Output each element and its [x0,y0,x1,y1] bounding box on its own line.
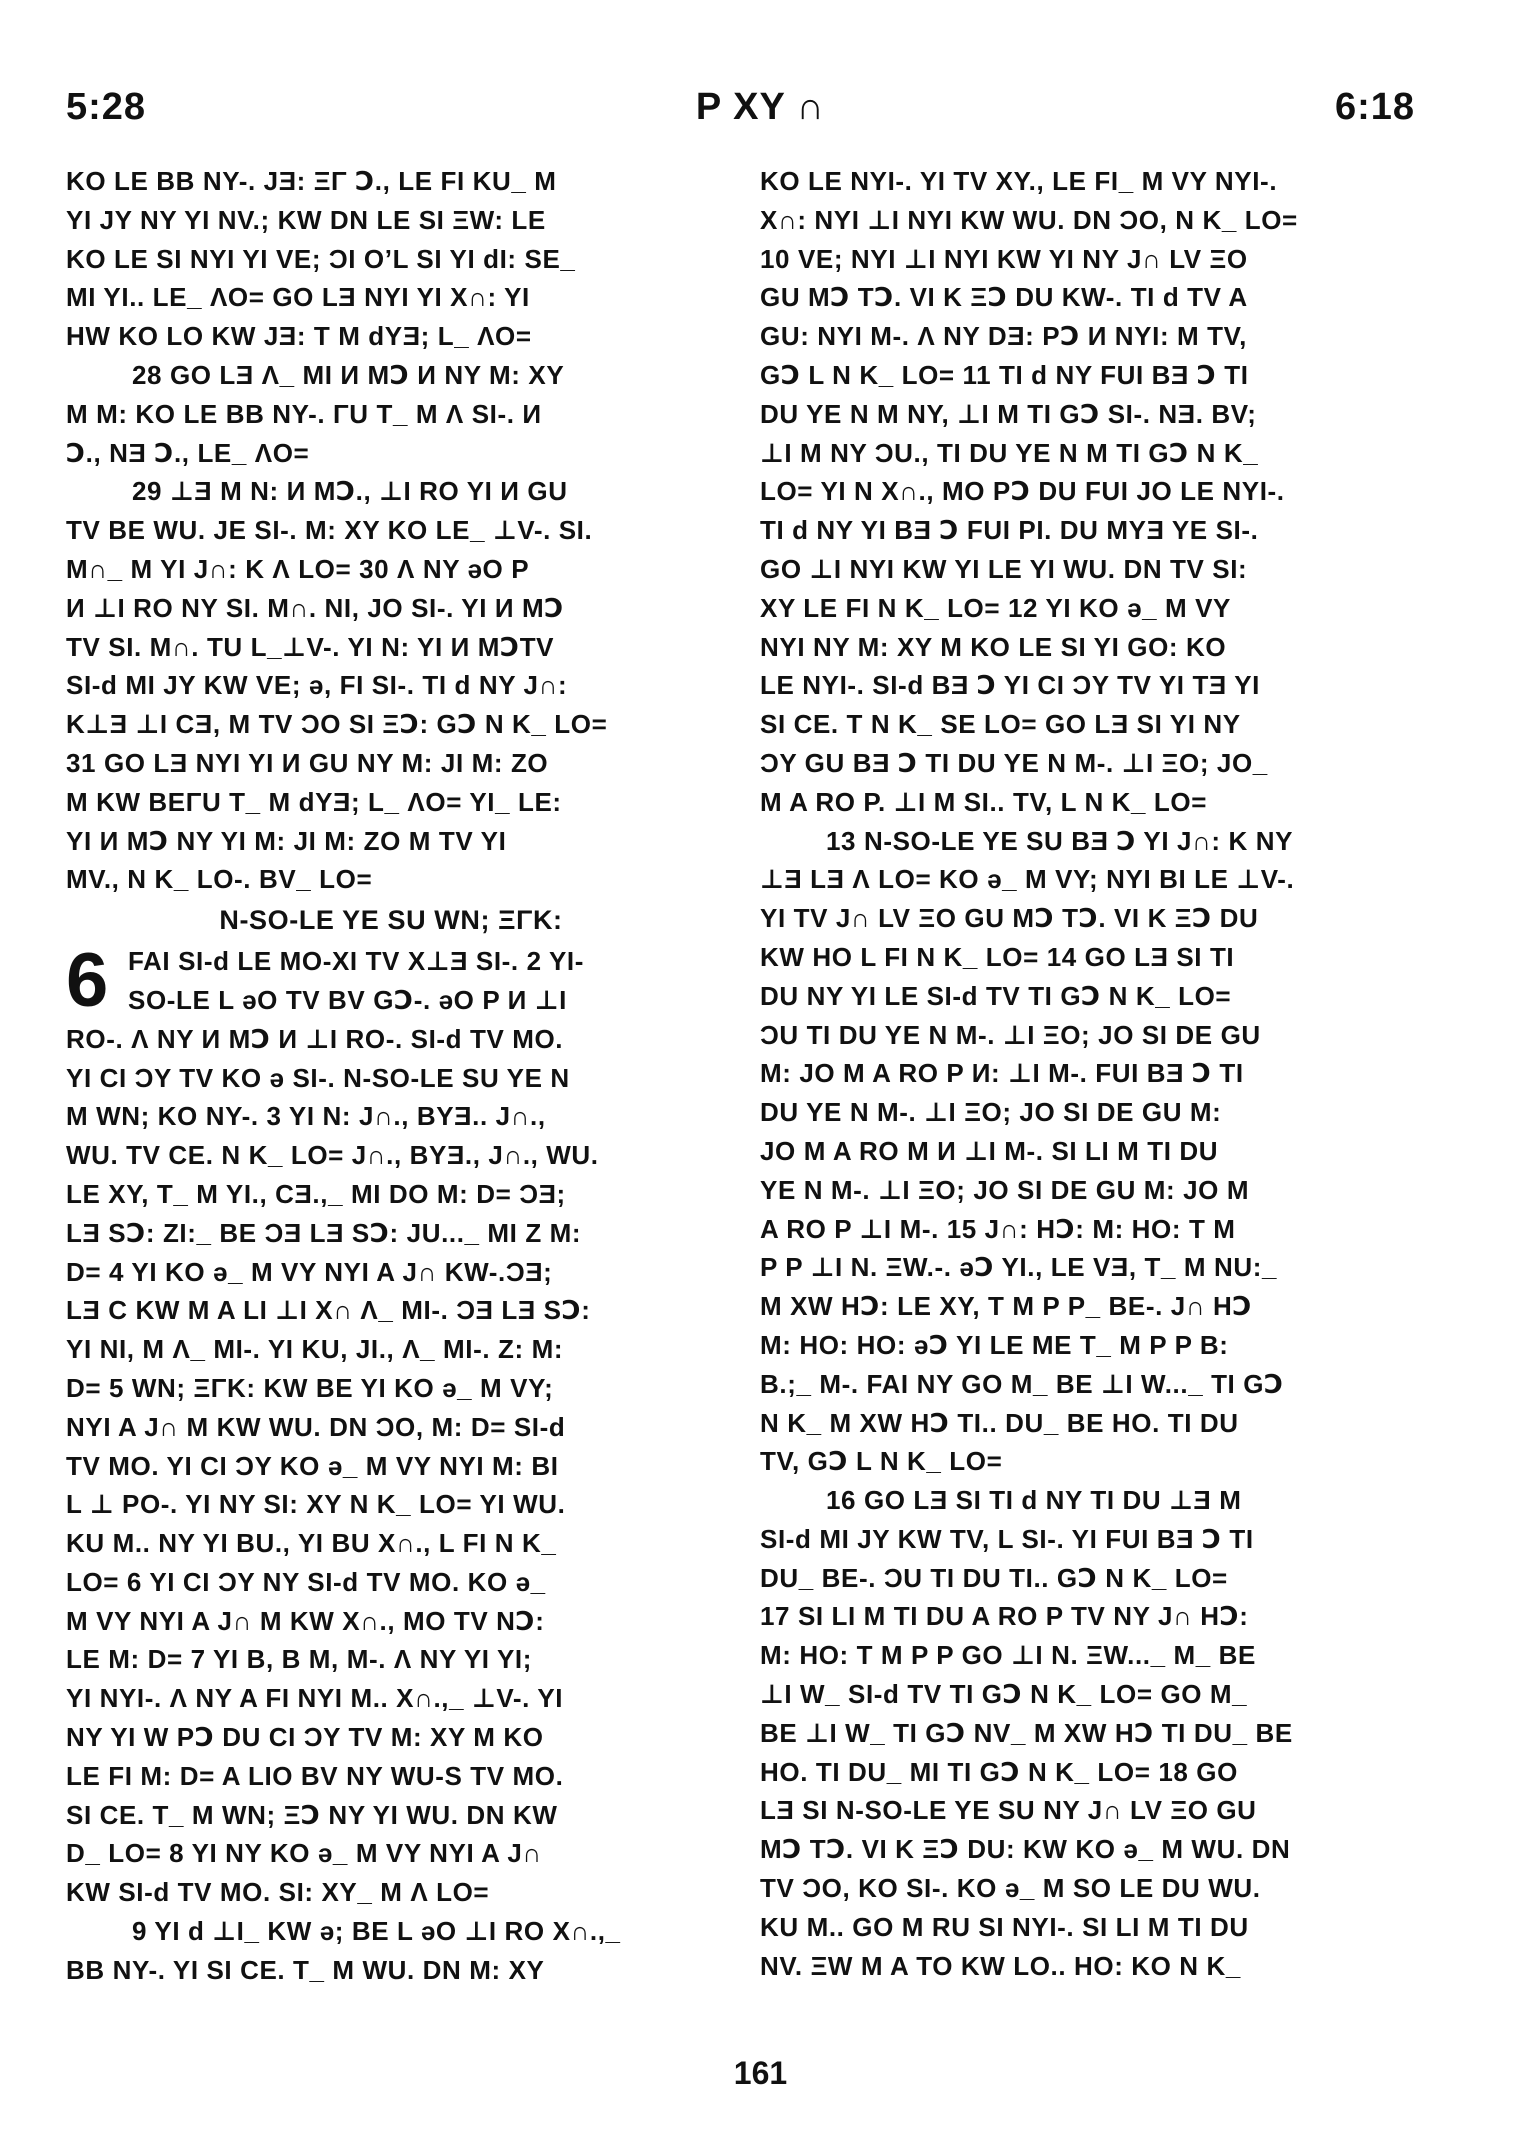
text-line [66,1447,716,1486]
text-line [760,1947,1410,1986]
chapter-6-text [66,938,716,1990]
text-line-content: M M: KO LE BB NY-. ΓU T_ M Λ SI-. И [66,398,542,429]
text-line-content: 17 SI LI M TI DU A RO P TV NY J∩ HↃ: [760,1601,1249,1632]
text-line [760,744,1410,783]
text-line-content: YI NYI-. Λ NY A FI NYI M.. X∩.,_ ⊥V-. YI [66,1683,564,1714]
text-line-content: KO LE SI NYI YI VE; ƆI O’L SI YI dI: SE_ [66,243,576,274]
text-line-content: TV, GↃ L N K_ LO= [760,1446,1003,1477]
text-line [66,1175,716,1214]
left-column [66,162,716,1990]
text-line-content: TV BE WU. JE SI-. M: XY KO LE_ ⊥V-. SI. [66,515,593,546]
text-line-content: KW SI-d TV MO. SI: XY_ M Λ LO= [66,1877,490,1908]
text-line [760,1559,1410,1598]
text-line-content: KU M.. GO M RU SI NYI-. SI LI M TI DU [760,1911,1249,1942]
text-line [760,1093,1410,1132]
text-line-content: M: JO M A RO P И: ⊥I M-. FUI BƎ Ↄ TI [760,1058,1244,1089]
text-line-content: D_ LO= 8 YI NY KO ǝ_ M VY NYI A J∩ [66,1838,542,1869]
text-line [760,434,1410,473]
text-line-content: LE FI M: D= A LIO BV NY WU-S TV MO. [66,1760,564,1791]
text-line [66,1951,716,1990]
text-line [66,434,716,473]
text-line [760,977,1410,1016]
text-line [760,1442,1410,1481]
text-line [760,240,1410,279]
chapter-heading: N-SO-LE YE SU WN; ΞΓK: [219,905,563,936]
text-line-content: Ↄ., NƎ Ↄ., LE_ ΛO= [66,437,310,468]
text-line [760,1248,1410,1287]
text-line [760,1753,1410,1792]
text-line-content: YI JY NY YI NV.; KW DN LE SI ΞW: LE [66,204,546,235]
text-line-content: MV., N K_ LO-. BV_ LO= [66,864,373,895]
text-line [760,1365,1410,1404]
text-line [760,1171,1410,1210]
text-line-content: LƎ SI N-SO-LE YE SU NY J∩ LV ΞO GU [760,1795,1257,1826]
text-line-content: SI CE. T N K_ SE LO= GO LƎ SI YI NY [760,709,1241,740]
text-line [66,1912,716,1951]
text-line [760,666,1410,705]
text-line [760,1908,1410,1947]
text-line-content: N K_ M XW HↃ TI.. DU_ BE HO. TI DU [760,1407,1239,1438]
text-line [66,1214,716,1253]
text-line-content: B.;_ M-. FAI NY GO M_ BE ⊥I W..._ TI GↃ [760,1368,1284,1399]
text-line-content: LO= YI N X∩., MO PↃ DU FUI JO LE NYI-. [760,476,1285,507]
text-line [66,395,716,434]
text-line [760,278,1410,317]
text-line-content: DU YE N M NY, ⊥I M TI GↃ SI-. NƎ. BV; [760,398,1257,429]
text-line [66,162,716,201]
text-line [760,783,1410,822]
text-line [66,822,716,861]
text-line-content: SI CE. T_ M WN; ΞↃ NY YI WU. DN KW [66,1799,558,1830]
text-line [760,162,1410,201]
text-line-content: M∩_ M YI J∩: K Λ LO= 30 Λ NY ǝO P [66,553,530,584]
text-line-content: LƎ C KW M A LI ⊥I X∩ Λ_ MI-. ƆƎ LƎ SↃ: [66,1295,591,1326]
text-line-content: MↃ TↃ. VI K ΞↃ DU: KW KO ǝ_ M WU. DN [760,1834,1291,1865]
text-line-content: YI CI ƆY TV KO ǝ SI-. N-SO-LE SU YE N [66,1062,570,1093]
text-line [66,589,716,628]
text-line-content: M A RO P. ⊥I M SI.. TV, L N K_ LO= [760,786,1208,817]
header-book-title: P XY ∩ [695,86,826,128]
text-line [66,1330,716,1369]
text-line-content: NYI NY M: XY M KO LE SI YI GO: KO [760,631,1227,662]
text-line [760,1675,1410,1714]
text-line-content: A RO P ⊥I M-. 15 J∩: HↃ: M: HO: T M [760,1213,1236,1244]
text-line-content: 29 ⊥Ǝ M N: И MↃ., ⊥I RO YI И GU [132,476,568,507]
text-line-content: TI d NY YI BƎ Ↄ FUI PI. DU MYƎ YE SI-. [760,515,1259,546]
text-line [66,278,716,317]
text-line-content: LƎ SↃ: ZI:_ BE ƆƎ LƎ SↃ: JU..._ MI Z M: [66,1217,582,1248]
text-line [760,550,1410,589]
text-line [760,1714,1410,1753]
text-line-content: GↃ L N K_ LO= 11 TI d NY FUI BƎ Ↄ TI [760,359,1249,390]
text-line [760,472,1410,511]
text-line-content: L ⊥ PO-. YI NY SI: XY N K_ LO= YI WU. [66,1489,566,1520]
text-line [760,1132,1410,1171]
text-line [66,1757,716,1796]
text-line-content: KO LE NYI-. YI TV XY., LE FI_ M VY NYI-. [760,166,1278,196]
text-line [66,472,716,511]
text-line-content: MI YI.. LE_ ΛO= GO LƎ NYI YI X∩: YI [66,282,530,313]
text-line [66,744,716,783]
text-line-content: LE XY, T_ M YI., CƎ.,_ MI DO M: D= ƆƎ; [66,1178,566,1209]
text-line [66,705,716,744]
text-line [66,1524,716,1563]
text-line-content: YI TV J∩ LV ΞO GU MↃ TↃ. VI K ΞↃ DU [760,903,1259,934]
text-line [66,240,716,279]
text-line [66,1097,716,1136]
text-line [760,1636,1410,1675]
text-line [760,938,1410,977]
text-line-content: K⊥Ǝ ⊥I CƎ, M TV ƆO SI ΞↃ: GↃ N K_ LO= [66,709,608,740]
text-line [66,1718,716,1757]
text-line-content: 28 GO LƎ Λ_ MI И MↃ И NY M: XY [132,359,565,390]
text-line-content: HO. TI DU_ MI TI GↃ N K_ LO= 18 GO [760,1756,1238,1787]
text-line-content: GO ⊥I NYI KW YI LE YI WU. DN TV SI: [760,553,1248,584]
text-line-content: BE ⊥I W_ TI GↃ NV_ M XW HↃ TI DU_ BE [760,1717,1293,1748]
text-line-content: SO-LE L ǝO TV BV GↃ-. ǝO P И ⊥I [128,984,567,1015]
text-line-content: YI NI, M Λ_ MI-. YI KU, JI., Λ_ MI-. Z: M: [66,1334,564,1365]
text-line [66,666,716,705]
text-line-content: HW KO LO KW JƎ: T M dYƎ; L_ ΛO= [66,321,532,352]
header-start-reference: 5:28 [66,86,147,128]
text-line-content: FAI SI-d LE MO-XI TV X⊥Ǝ SI-. 2 YI- [128,946,585,977]
text-line [760,1016,1410,1055]
text-line-content: SI-d MI JY KW TV, L SI-. YI FUI BƎ Ↄ TI [760,1523,1254,1554]
text-line-content: И ⊥I RO NY SI. M∩. NI, JO SI-. YI И MↃ [66,592,564,623]
text-line-content: M KW BEΓU T_ M dYƎ; L_ ΛO= YI_ LE: [66,786,562,817]
text-line-content: M XW HↃ: LE XY, T M P P_ BE-. J∩ HↃ [760,1291,1253,1322]
text-line-content: GU: NYI M-. Λ NY DƎ: PↃ И NYI: M TV, [760,321,1247,352]
text-line-content: LO= 6 YI CI ƆY NY SI-d TV MO. KO ǝ_ [66,1566,546,1597]
text-line-content: DU YE N M-. ⊥I ΞO; JO SI DE GU M: [760,1097,1222,1128]
text-line-content: ⊥I M NY ƆU., TI DU YE N M TI GↃ N K_ [760,437,1259,468]
chapter-number-dropcap: 6 [66,938,109,1024]
text-line-content: KO LE BB NY-. JƎ: ΞΓ Ↄ., LE FI KU_ M [66,166,557,196]
text-line [760,1054,1410,1093]
header-end-reference: 6:18 [1334,86,1415,128]
text-line-content: TV MO. YI CI ƆY KO ǝ_ M VY NYI M: BI [66,1450,559,1481]
text-line [66,1640,716,1679]
text-line [760,395,1410,434]
text-line-content: ⊥Ǝ LƎ Λ LO= KO ǝ_ M VY; NYI BI LE ⊥V-. [760,864,1295,895]
text-line [66,1602,716,1641]
text-line [66,550,716,589]
text-line [66,511,716,550]
page-number: 161 [733,2055,788,2091]
text-line [66,628,716,667]
text-line-content: M VY NYI A J∩ M KW X∩., MO TV NↃ: [66,1605,545,1636]
text-line-content: ƆY GU BƎ Ↄ TI DU YE N M-. ⊥I ΞO; JO_ [760,747,1268,778]
text-line-content: ⊥I W_ SI-d TV TI GↃ N K_ LO= GO M_ [760,1679,1248,1710]
text-line-content: NY YI W PↃ DU CI ƆY TV M: XY M KO [66,1722,544,1753]
text-line [760,317,1410,356]
text-line [66,201,716,240]
text-line [66,1679,716,1718]
text-line-content: X∩: NYI ⊥I NYI KW WU. DN ƆO, N K_ LO= [760,204,1298,235]
text-line [66,1020,716,1059]
text-line [760,899,1410,938]
text-line-content: D= 5 WN; ΞΓK: KW BE YI KO ǝ_ M VY; [66,1372,554,1403]
text-line [66,1059,716,1098]
text-line-content: 10 VE; NYI ⊥I NYI KW YI NY J∩ LV ΞO [760,243,1248,274]
text-line-content: KW HO L FI N K_ LO= 14 GO LƎ SI TI [760,941,1235,972]
text-line [66,1291,716,1330]
text-line [760,356,1410,395]
text-line-content: P P ⊥I N. ΞW.-. ǝↃ YI., LE VƎ, T_ M NU:_ [760,1252,1278,1283]
text-line-content: YE N M-. ⊥I ΞO; JO SI DE GU M: JO M [760,1174,1250,1205]
text-line [760,1869,1410,1908]
text-line-content: NV. ΞW M A TO KW LO.. HO: KO N K_ [760,1950,1241,1981]
right-column [760,162,1410,1985]
text-line-content: KU M.. NY YI BU., YI BU X∩., L FI N K_ [66,1528,557,1559]
text-line [760,1520,1410,1559]
text-line-content: 9 YI d ⊥I_ KW ǝ; BE L ǝO ⊥I RO X∩.,_ [132,1916,621,1947]
text-line-content: YI И MↃ NY YI M: JI M: ZO M TV YI [66,825,507,856]
text-line-content: M: HO: T M P P GO ⊥I N. ΞW..._ M_ BE [760,1640,1256,1671]
text-line-content: 13 N-SO-LE YE SU BƎ Ↄ YI J∩: K NY [826,825,1294,856]
text-line [760,1404,1410,1443]
text-line-content: 31 GO LƎ NYI YI И GU NY M: JI M: ZO [66,747,549,778]
text-line-content: TV ƆO, KO SI-. KO ǝ_ M SO LE DU WU. [760,1873,1261,1904]
text-line [760,1210,1410,1249]
text-line [66,783,716,822]
text-line [66,317,716,356]
chapter-5-text [66,162,716,899]
text-line [760,201,1410,240]
text-line [760,1287,1410,1326]
text-line-content: GU MↃ TↃ. VI K ΞↃ DU KW-. TI d TV A [760,282,1248,313]
text-line-content: M: HO: HO: ǝↃ YI LE ME T_ M P P B: [760,1329,1229,1360]
text-line-content: NYI A J∩ M KW WU. DN ƆO, M: D= SI-d [66,1411,566,1442]
text-line [760,1830,1410,1869]
text-line-content: JO M A RO M И ⊥I M-. SI LI M TI DU [760,1135,1219,1166]
text-line [66,1834,716,1873]
text-line [66,1485,716,1524]
right-column-text [760,162,1410,1985]
text-line-content: XY LE FI N K_ LO= 12 YI KO ǝ_ M VY [760,592,1231,623]
text-line [760,1791,1410,1830]
text-line-content: BB NY-. YI SI CE. T_ M WU. DN M: XY [66,1954,545,1985]
text-line-content: DU_ BE-. ƆU TI DU TI.. GↃ N K_ LO= [760,1562,1228,1593]
text-line [66,860,716,899]
text-line [760,705,1410,744]
text-line [66,1136,716,1175]
text-line-content: D= 4 YI KO ǝ_ M VY NYI A J∩ KW-.ƆƎ; [66,1256,553,1287]
text-line-content: 16 GO LƎ SI TI d NY TI DU ⊥Ǝ M [826,1485,1242,1516]
text-line [760,1326,1410,1365]
text-line [760,1481,1410,1520]
text-line [66,1253,716,1292]
text-line [66,1408,716,1447]
text-line [760,511,1410,550]
text-line-content: ƆU TI DU YE N M-. ⊥I ΞO; JO SI DE GU [760,1019,1261,1050]
text-line [760,860,1410,899]
text-line-content: RO-. Λ NY И MↃ И ⊥I RO-. SI-d TV MO. [66,1023,564,1054]
text-line-content: LE M: D= 7 YI B, B M, M-. Λ NY YI YI; [66,1644,532,1675]
text-line [66,981,716,1020]
text-line-content: LE NYI-. SI-d BƎ Ↄ YI CI ƆY TV YI TƎ YI [760,670,1260,701]
text-line-content: DU NY YI LE SI-d TV TI GↃ N K_ LO= [760,980,1232,1011]
text-line [66,1873,716,1912]
text-line [66,1796,716,1835]
text-line-content: SI-d MI JY KW VE; ǝ, FI SI-. TI d NY J∩: [66,670,568,701]
text-line [66,1563,716,1602]
text-line [760,822,1410,861]
text-line [760,1597,1410,1636]
text-line-content: M WN; KO NY-. 3 YI N: J∩., BYƎ.. J∩., [66,1101,546,1132]
text-line [66,356,716,395]
text-line [760,628,1410,667]
text-line-content: WU. TV CE. N K_ LO= J∩., BYƎ., J∩., WU. [66,1140,599,1171]
text-line [760,589,1410,628]
text-line [66,1369,716,1408]
text-line-content: TV SI. M∩. TU L_⊥V-. YI N: YI И MↃTV [66,631,555,662]
